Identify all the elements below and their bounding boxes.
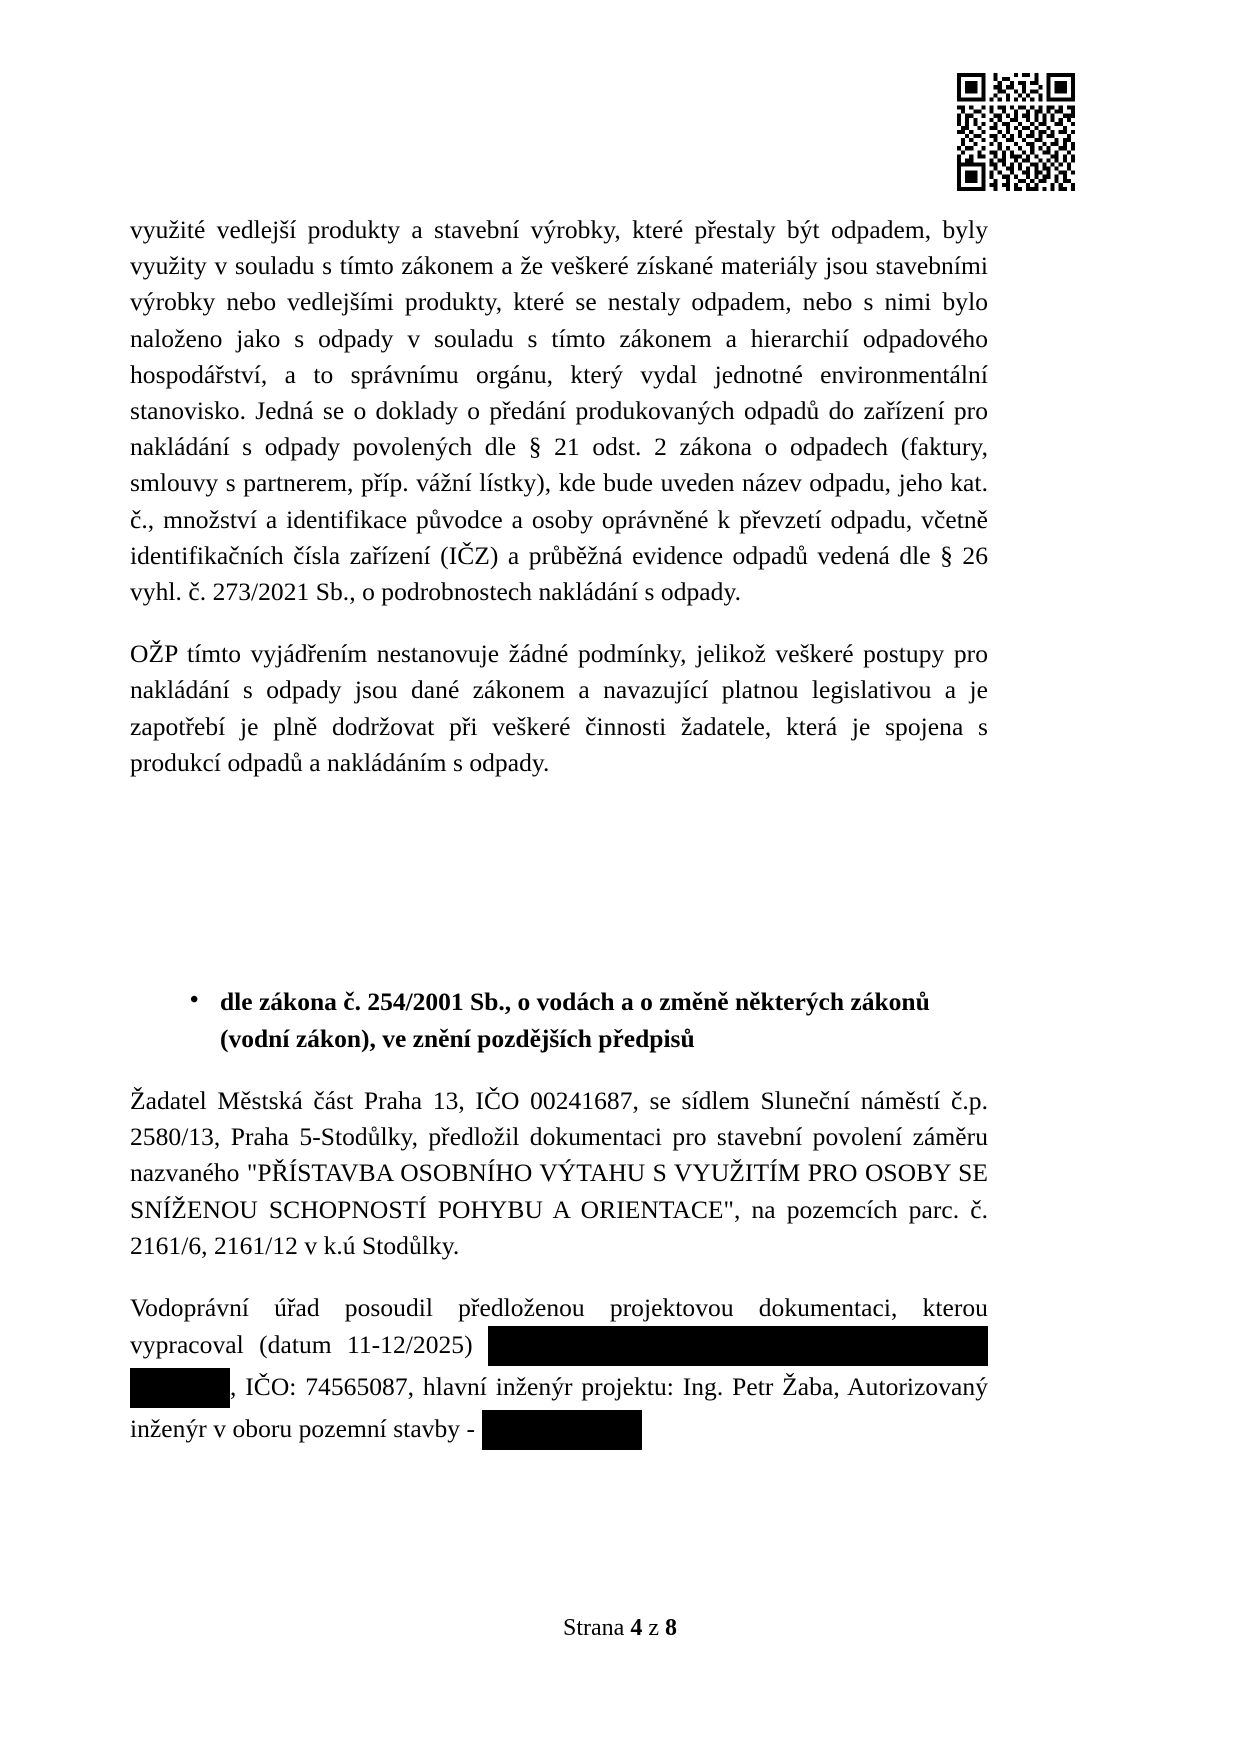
- footer-page-total: 8: [664, 1615, 677, 1641]
- section-spacer: [130, 807, 988, 983]
- list-item: • dle zákona č. 254/2001 Sb., o vodách a o změně některých zákonů (vodní zákon), ve znění pozdějších předpisů: [190, 983, 988, 1057]
- paragraph-waste-documentation: využité vedlejší produkty a stavební výrobky, které přestaly být odpadem, byly využity v souladu s tímto zákonem a že veškeré získané materiály jsou stavebními výrobky nebo vedlejšími produkty, které se nestaly odpadem, nebo s nimi bylo naloženo jako s odpady v souladu s tímto zákonem a hierarchií odpadového hospodářství, a to správnímu orgánu, který vydal jednotné environmentální stanovisko. Jedná se o doklady o předání produkovaných odpadů do zařízení pro nakládání s odpady povolených dle § 21 odst. 2 zákona o odpadech (faktury, smlouvy s partnerem, příp. vážní lístky), kde bude uveden název odpadu, jeho kat. č., množství a identifikace původce a osoby oprávněné k převzetí odpadu, včetně identifikačních čísla zařízení (IČZ) a průběžná evidence odpadů vedená dle § 26 vyhl. č. 273/2021 Sb., o podrobnostech nakládání s odpady.: [130, 215, 988, 607]
- paragraph-ozp-statement: OŽP tímto vyjádřením nestanovuje žádné podmínky, jelikož veškeré postupy pro nakládání s odpady jsou dané zákonem a navazující platnou legislativou a je zapotřebí je plně dodržovat při veškeré činnosti žadatele, která je spojena s produkcí odpadů a nakládáním s odpady.: [130, 639, 988, 777]
- bullet-list-legislation: [130, 983, 988, 1057]
- redaction-bar-company-name-cont: [130, 1368, 230, 1408]
- qr-code-icon: [957, 73, 1075, 191]
- redaction-bar-company-name: [488, 1326, 988, 1366]
- paragraph-water-authority-text-1: Vodoprávní úřad posoudil předloženou projektovou dokumentaci, kterou vypracoval (datum 11-12/2025): [130, 1293, 988, 1360]
- footer-label-strana: Strana: [563, 1615, 625, 1641]
- footer-label-z: z: [648, 1615, 659, 1641]
- paragraph-water-authority-text-2: , IČO: 74565087, hlavní inženýr projektu: Ing. Petr Žaba, Autorizovaný inženýr v oboru pozemní stavby -: [130, 1372, 988, 1444]
- document-body: [130, 212, 988, 1452]
- paragraph-water-authority: [130, 1290, 988, 1452]
- redaction-bar-authorization-number: [482, 1410, 642, 1450]
- paragraph-applicant-details: Žadatel Městská část Praha 13, IČO 00241687, se sídlem Sluneční náměstí č.p. 2580/13, Praha 5-Stodůlky, předložil dokumentaci pro stavební povolení záměru nazvaného "PŘÍSTAVBA OSOBNÍHO VÝTAHU S VYUŽITÍM PRO OSOBY SE SNÍŽENOU SCHOPNOSTÍ POHYBU A ORIENTACE", na pozemcích parc. č. 2161/6, 2161/12 v k.ú Stodůlky.: [130, 1086, 988, 1260]
- page-footer: [0, 1613, 1240, 1643]
- footer-page-number: 4: [630, 1615, 643, 1641]
